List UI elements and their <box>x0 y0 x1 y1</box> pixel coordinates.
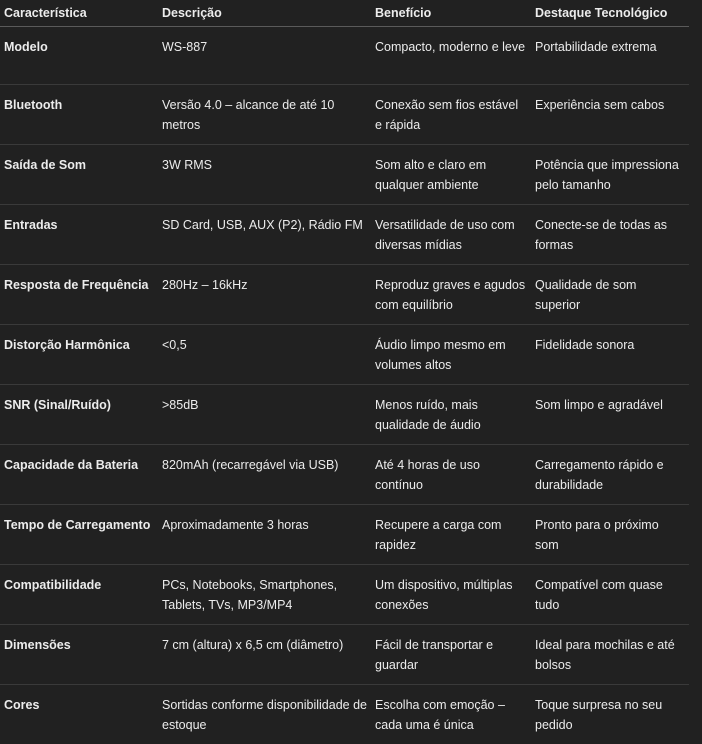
cell-tech-highlight: Experiência sem cabos <box>531 85 689 145</box>
column-header-feature: Característica <box>0 0 158 27</box>
cell-feature: Bluetooth <box>0 85 158 145</box>
cell-description: 280Hz – 16kHz <box>158 265 371 325</box>
table-row <box>0 265 689 325</box>
table-row <box>0 205 689 265</box>
table-row <box>0 625 689 685</box>
cell-tech-highlight: Potência que impressiona pelo tamanho <box>531 145 689 205</box>
cell-description: PCs, Notebooks, Smartphones, Tablets, TVs, MP3/MP4 <box>158 565 371 625</box>
cell-tech-highlight: Carregamento rápido e durabilidade <box>531 445 689 505</box>
cell-benefit: Compacto, moderno e leve <box>371 27 531 85</box>
cell-description: Sortidas conforme disponibilidade de estoque <box>158 685 371 744</box>
cell-benefit: Som alto e claro em qualquer ambiente <box>371 145 531 205</box>
cell-tech-highlight: Qualidade de som superior <box>531 265 689 325</box>
table-row <box>0 445 689 505</box>
cell-feature: Distorção Harmônica <box>0 325 158 385</box>
cell-description: >85dB <box>158 385 371 445</box>
table-row <box>0 565 689 625</box>
cell-description: WS-887 <box>158 27 371 85</box>
cell-benefit: Escolha com emoção – cada uma é única <box>371 685 531 744</box>
cell-benefit: Um dispositivo, múltiplas conexões <box>371 565 531 625</box>
table-row <box>0 27 689 85</box>
cell-tech-highlight: Pronto para o próximo som <box>531 505 689 565</box>
cell-description: 7 cm (altura) x 6,5 cm (diâmetro) <box>158 625 371 685</box>
table-row <box>0 325 689 385</box>
table-header-row <box>0 0 689 27</box>
cell-feature: Tempo de Carregamento <box>0 505 158 565</box>
cell-benefit: Versatilidade de uso com diversas mídias <box>371 205 531 265</box>
cell-benefit: Fácil de transportar e guardar <box>371 625 531 685</box>
cell-description: 3W RMS <box>158 145 371 205</box>
cell-feature: Cores <box>0 685 158 744</box>
cell-benefit: Menos ruído, mais qualidade de áudio <box>371 385 531 445</box>
cell-tech-highlight: Ideal para mochilas e até bolsos <box>531 625 689 685</box>
cell-tech-highlight: Fidelidade sonora <box>531 325 689 385</box>
cell-tech-highlight: Som limpo e agradável <box>531 385 689 445</box>
cell-feature: Entradas <box>0 205 158 265</box>
cell-benefit: Recupere a carga com rapidez <box>371 505 531 565</box>
table-row <box>0 685 689 744</box>
cell-benefit: Até 4 horas de uso contínuo <box>371 445 531 505</box>
table-row <box>0 505 689 565</box>
column-header-description: Descrição <box>158 0 371 27</box>
cell-feature: Saída de Som <box>0 145 158 205</box>
cell-feature: Capacidade da Bateria <box>0 445 158 505</box>
cell-feature: SNR (Sinal/Ruído) <box>0 385 158 445</box>
cell-feature: Compatibilidade <box>0 565 158 625</box>
cell-benefit: Reproduz graves e agudos com equilíbrio <box>371 265 531 325</box>
cell-tech-highlight: Toque surpresa no seu pedido <box>531 685 689 744</box>
cell-feature: Dimensões <box>0 625 158 685</box>
cell-tech-highlight: Compatível com quase tudo <box>531 565 689 625</box>
cell-feature: Resposta de Frequência <box>0 265 158 325</box>
cell-benefit: Áudio limpo mesmo em volumes altos <box>371 325 531 385</box>
cell-description: Aproximadamente 3 horas <box>158 505 371 565</box>
column-header-benefit: Benefício <box>371 0 531 27</box>
cell-description: 820mAh (recarregável via USB) <box>158 445 371 505</box>
cell-feature: Modelo <box>0 27 158 85</box>
cell-description: <0,5 <box>158 325 371 385</box>
table-row <box>0 145 689 205</box>
cell-benefit: Conexão sem fios estável e rápida <box>371 85 531 145</box>
table-row <box>0 385 689 445</box>
cell-tech-highlight: Portabilidade extrema <box>531 27 689 85</box>
cell-description: SD Card, USB, AUX (P2), Rádio FM <box>158 205 371 265</box>
cell-tech-highlight: Conecte-se de todas as formas <box>531 205 689 265</box>
table-row <box>0 85 689 145</box>
cell-description: Versão 4.0 – alcance de até 10 metros <box>158 85 371 145</box>
column-header-tech-highlight: Destaque Tecnológico <box>531 0 689 27</box>
